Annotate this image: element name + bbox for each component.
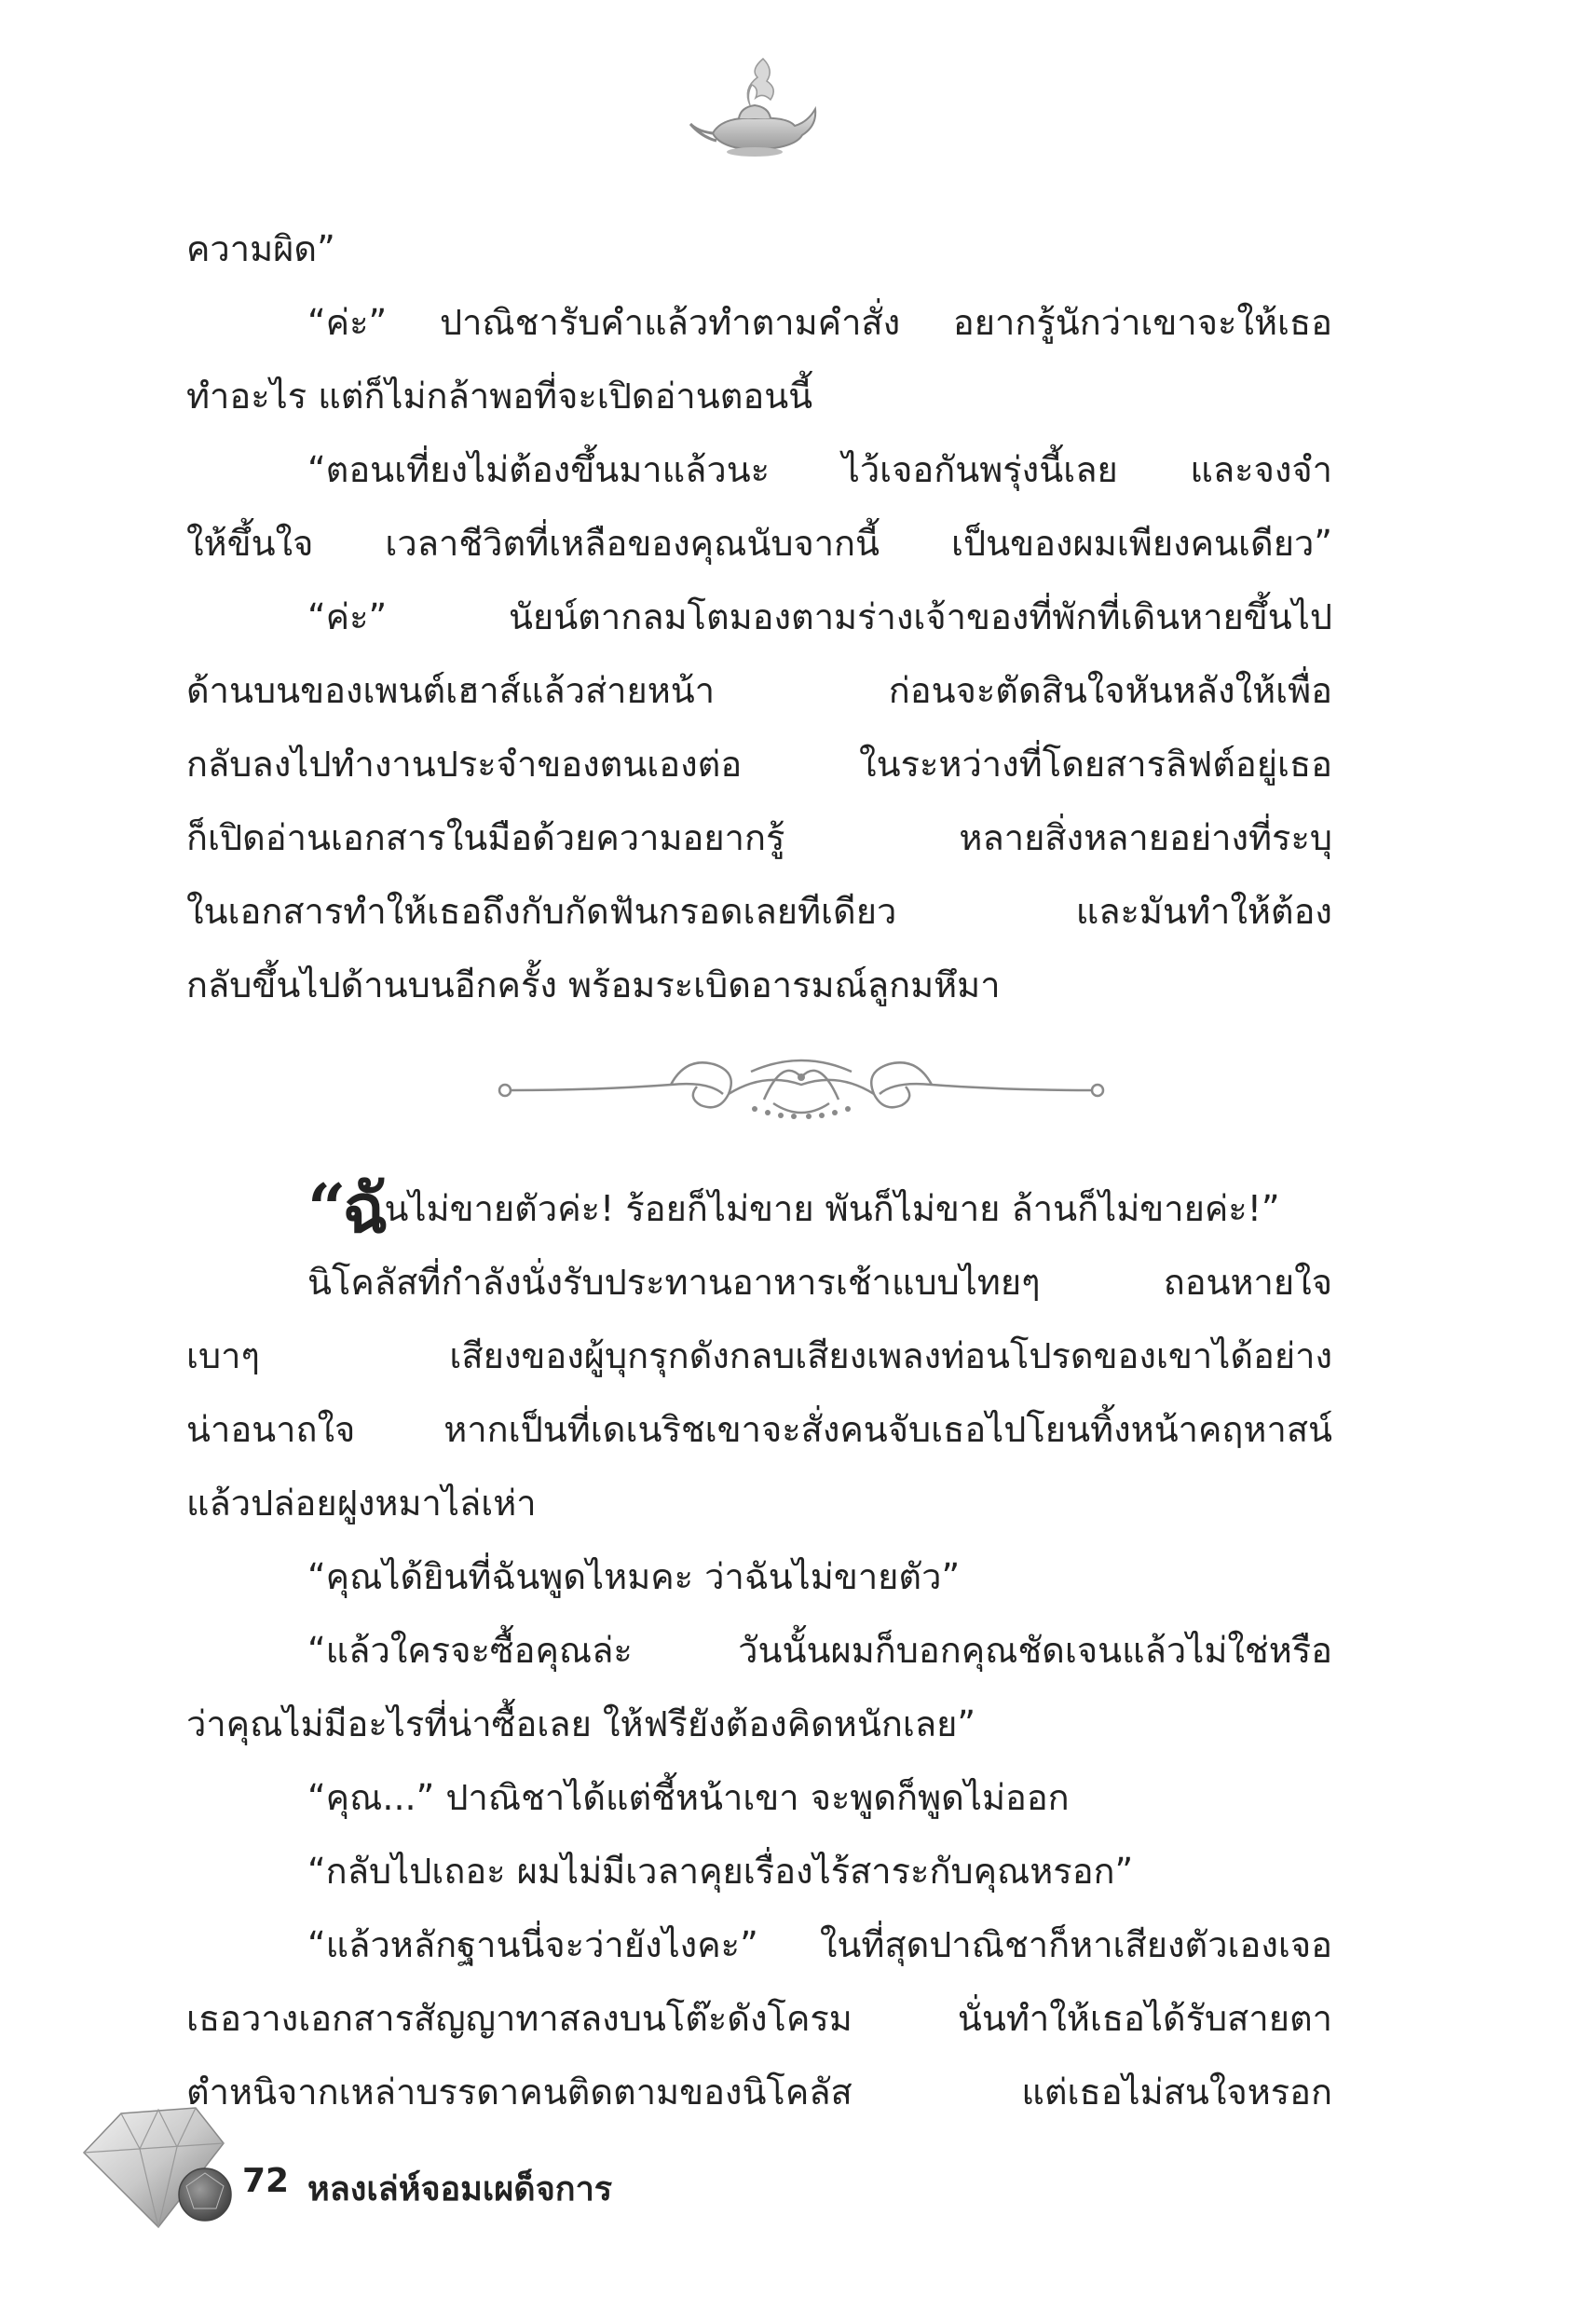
text-line: กลับลงไปทำงานประจำของตนเองต่อ ในระหว่างที่โดยสารลิฟต์อยู่เธอ bbox=[186, 744, 1332, 785]
text-line: ก็เปิดอ่านเอกสารในมือด้วยความอยากรู้ หลายสิ่งหลายอย่างที่ระบุ bbox=[186, 817, 1332, 858]
text-line-rest: นไม่ขายตัวค่ะ! ร้อยก็ไม่ขาย พันก็ไม่ขาย ล้านก็ไม่ขายค่ะ!” bbox=[384, 1188, 1280, 1229]
text-line: เธอวางเอกสารสัญญาทาสลงบนโต๊ะดังโครม นั่นทำให้เธอได้รับสายตา bbox=[186, 1998, 1332, 2039]
ornament-divider-icon bbox=[484, 1044, 1118, 1137]
page-footer bbox=[56, 2087, 708, 2246]
paragraph-block-1 bbox=[186, 216, 1332, 1026]
text-line: ว่าคุณไม่มีอะไรที่น่าซื้อเลย ให้ฟรียังต้องคิดหนักเลย” bbox=[186, 1703, 976, 1744]
diamond-icon bbox=[65, 2087, 252, 2236]
text-line: เบาๆ เสียงของผู้บุกรุกดังกลบเสียงเพลงท่อนโปรดของเขาได้อย่าง bbox=[186, 1335, 1332, 1376]
text-line: ความผิด” bbox=[186, 228, 335, 269]
text-line: “กลับไปเถอะ ผมไม่มีเวลาคุยเรื่องไร้สาระกับคุณหรอก” bbox=[307, 1851, 1134, 1892]
text-line: “ค่ะ” นัยน์ตากลมโตมองตามร่างเจ้าของที่พักที่เดินหายขึ้นไป bbox=[307, 596, 1332, 637]
text-line: “แล้วหลักฐานนี่จะว่ายังไงคะ” ในที่สุดปาณิชาก็หาเสียงตัวเองเจอ bbox=[307, 1924, 1332, 1965]
text-line: ด้านบนของเพนต์เฮาส์แล้วส่ายหน้า ก่อนจะตัดสินใจหันหลังให้เพื่อ bbox=[186, 670, 1332, 711]
text-line: “คุณได้ยินที่ฉันพูดไหมคะ ว่าฉันไม่ขายตัว” bbox=[307, 1556, 961, 1597]
text-line: ทำอะไร แต่ก็ไม่กล้าพอที่จะเปิดอ่านตอนนี้ bbox=[186, 376, 813, 417]
text-line: กลับขึ้นไปด้านบนอีกครั้ง พร้อมระเบิดอารมณ์ลูกมหึมา bbox=[186, 964, 1001, 1005]
text-line: “ค่ะ” ปาณิชารับคำแล้วทำตามคำสั่ง อยากรู้นักว่าเขาจะให้เธอ bbox=[307, 302, 1332, 343]
text-line-with-dropcap bbox=[186, 1169, 1332, 1250]
drop-cap: “ฉั bbox=[307, 1169, 385, 1248]
text-line: นิโคลัสที่กำลังนั่งรับประทานอาหารเช้าแบบไทยๆ ถอนหายใจ bbox=[307, 1262, 1332, 1303]
text-line: ตำหนิจากเหล่าบรรดาคนติดตามของนิโคลัส แต่เธอไม่สนใจหรอก bbox=[186, 2072, 1332, 2113]
text-line: น่าอนาถใจ หากเป็นที่เดเนริชเขาจะสั่งคนจับเธอไปโยนทิ้งหน้าคฤหาสน์ bbox=[186, 1409, 1332, 1450]
text-line: “ตอนเที่ยงไม่ต้องขึ้นมาแล้วนะ ไว้เจอกันพรุ่งนี้เลย และจงจำ bbox=[307, 449, 1332, 490]
text-line: ให้ขึ้นใจ เวลาชีวิตที่เหลือของคุณนับจากนี้ เป็นของผมเพียงคนเดียว” bbox=[186, 523, 1332, 564]
genie-lamp-icon bbox=[685, 51, 825, 163]
page-number: 72 bbox=[242, 2162, 290, 2200]
book-title: หลงเล่ห์จอมเผด็จการ bbox=[307, 2170, 613, 2208]
text-line: ในเอกสารทำให้เธอถึงกับกัดฟันกรอดเลยทีเดียว และมันทำให้ต้อง bbox=[186, 891, 1332, 932]
text-line: แล้วปล่อยฝูงหมาไล่เห่า bbox=[186, 1483, 537, 1524]
paragraph-block-2 bbox=[186, 1169, 1332, 2133]
text-line: “คุณ...” ปาณิชาได้แต่ชี้หน้าเขา จะพูดก็พูดไม่ออก bbox=[307, 1777, 1070, 1818]
text-line: “แล้วใครจะซื้อคุณล่ะ วันนั้นผมก็บอกคุณชัดเจนแล้วไม่ใช่หรือ bbox=[307, 1630, 1332, 1671]
